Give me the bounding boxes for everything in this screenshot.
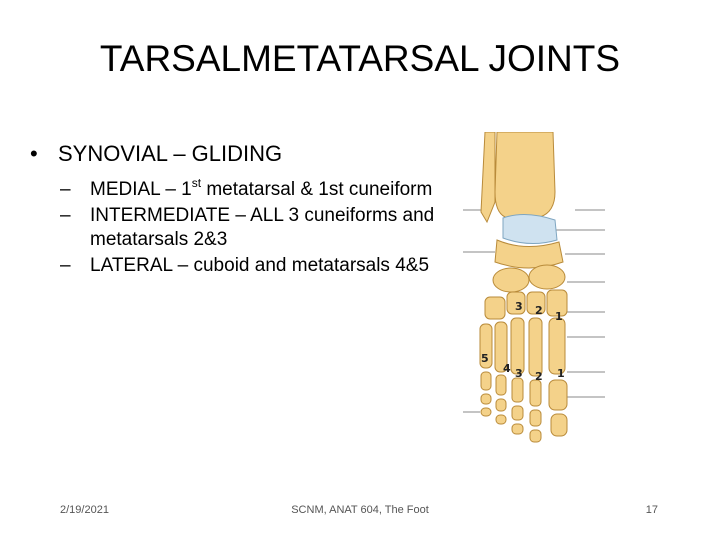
tibia-fibula bbox=[481, 132, 555, 222]
sub-bullet-text-prefix: MEDIAL – 1 bbox=[90, 179, 192, 200]
footer-course: SCNM, ANAT 604, The Foot bbox=[291, 504, 429, 516]
sub-bullet-text: INTERMEDIATE – ALL 3 cuneiforms and metatarsals 2&3 bbox=[90, 205, 435, 250]
sub-bullet-medial bbox=[60, 175, 470, 202]
joint-label: 5 bbox=[481, 352, 489, 365]
joint-label: 1 bbox=[555, 310, 563, 323]
joint-label: 4 bbox=[503, 362, 511, 375]
dash-marker: – bbox=[60, 205, 71, 226]
sub-bullet-list bbox=[60, 175, 470, 278]
bullet-text: SYNOVIAL – GLIDING bbox=[58, 141, 283, 166]
tarsal-bones bbox=[485, 240, 567, 319]
sub-bullet-lateral bbox=[60, 254, 470, 278]
bullet-marker: • bbox=[30, 141, 38, 166]
foot-bones-illustration bbox=[455, 132, 615, 462]
joint-label: 3 bbox=[515, 300, 523, 313]
sub-bullet-text-rest: metatarsal & 1st cuneiform bbox=[201, 179, 433, 200]
joint-label: 1 bbox=[557, 367, 565, 380]
dash-marker: – bbox=[60, 179, 71, 200]
footer-date: 2/19/2021 bbox=[60, 504, 109, 516]
bullet-item bbox=[30, 140, 470, 168]
footer-page-number: 17 bbox=[645, 504, 658, 516]
bullet-list bbox=[30, 140, 470, 280]
sub-bullet-text: LATERAL – cuboid and metatarsals 4&5 bbox=[90, 255, 430, 276]
joint-label: 2 bbox=[535, 304, 543, 317]
sub-bullet-intermediate bbox=[60, 204, 470, 252]
joint-label: 2 bbox=[535, 370, 543, 383]
joint-label: 3 bbox=[515, 367, 523, 380]
slide-title: TARSALMETATARSAL JOINTS bbox=[99, 38, 621, 79]
ordinal-suffix: st bbox=[191, 175, 202, 190]
talus-cartilage bbox=[503, 214, 557, 243]
phalanges bbox=[481, 372, 567, 442]
dash-marker: – bbox=[60, 255, 71, 276]
